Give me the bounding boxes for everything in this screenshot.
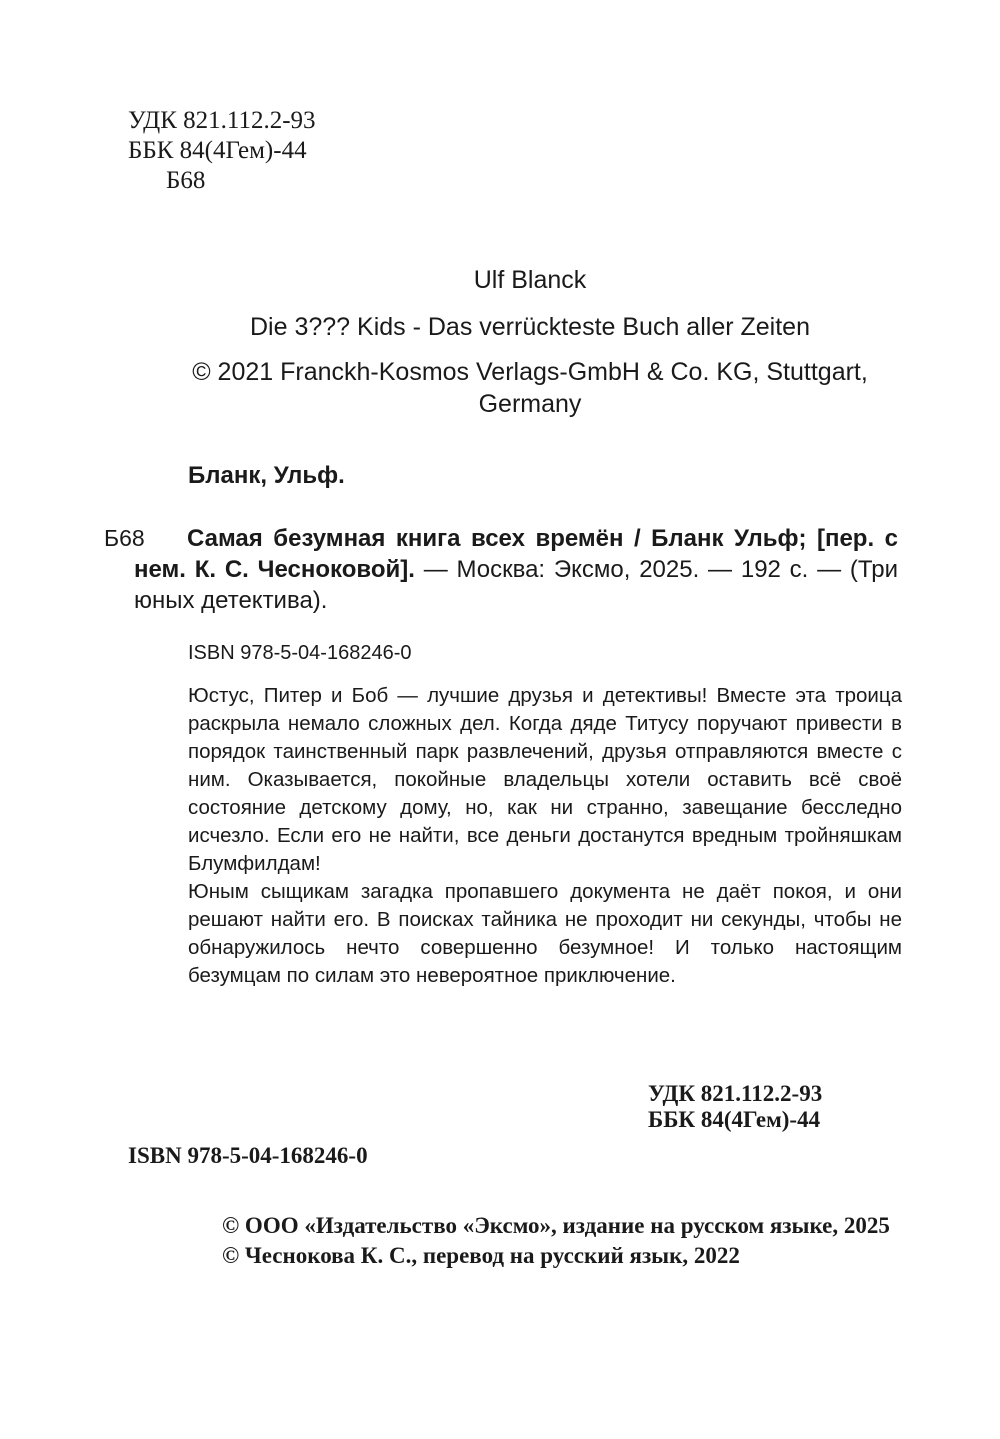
bottom-isbn: ISBN 978-5-04-168246-0 — [128, 1143, 368, 1168]
bottom-udk: УДК 821.112.2-93 — [648, 1081, 823, 1106]
copyright-translator: © Чеснокова К. С., перевод на русский язык, 2022 — [222, 1243, 740, 1268]
original-author: Ulf Blanck — [473, 266, 587, 294]
catalog-author-mark: Б68 — [104, 525, 145, 551]
catalog-title-block — [134, 523, 898, 616]
catalog-heading: Бланк, Ульф. — [188, 462, 345, 489]
original-title: Die 3??? Kids - Das verrückteste Buch aller Zeiten — [250, 313, 810, 341]
annotation-paragraph-2: Юным сыщикам загадка пропавшего документа не даёт покоя, и они решают найти его. В поисках тайника не проходит ни секунды, чтобы не обнаружилось нечто совершенно безумное! И только настоящим безумцам по силам это невероятное приключение. — [188, 880, 902, 987]
original-copyright-line2: Germany — [478, 390, 582, 418]
annotation — [188, 682, 902, 990]
top-udk: УДК 821.112.2-93 — [128, 107, 316, 134]
catalog-isbn: ISBN 978-5-04-168246-0 — [188, 642, 412, 664]
top-bbk: ББК 84(4Гем)-44 — [128, 137, 307, 164]
annotation-paragraph-1: Юстус, Питер и Боб — лучшие друзья и детективы! Вместе эта троица раскрыла немало сложных дел. Когда дяде Титусу поручают привести в порядок таинственный парк развлечений, друзья отправляются вместе с ним. Оказывается, покойные владельцы хотели оставить всё своё состояние детскому дому, но, как ни странно, завещание бесследно исчезло. Если его не найти, все деньги достанутся вредным тройняшкам Блумфилдам! — [188, 684, 902, 875]
top-author-mark: Б68 — [166, 167, 206, 194]
catalog-title: Самая безумная книга всех времён / Бланк Ульф; [пер. с нем. К. С. Чесноковой]. — [134, 525, 898, 583]
original-copyright-line1: © 2021 Franckh-Kosmos Verlags-GmbH & Co. KG, Stuttgart, — [192, 358, 868, 386]
bottom-bbk: ББК 84(4Гем)-44 — [648, 1107, 821, 1132]
copyright-publisher: © ООО «Издательство «Эксмо», издание на русском языке, 2025 — [222, 1213, 890, 1238]
catalog-imprint: — Москва: Эксмо, 2025. — 192 с. — (Три юных детектива). — [134, 556, 898, 614]
